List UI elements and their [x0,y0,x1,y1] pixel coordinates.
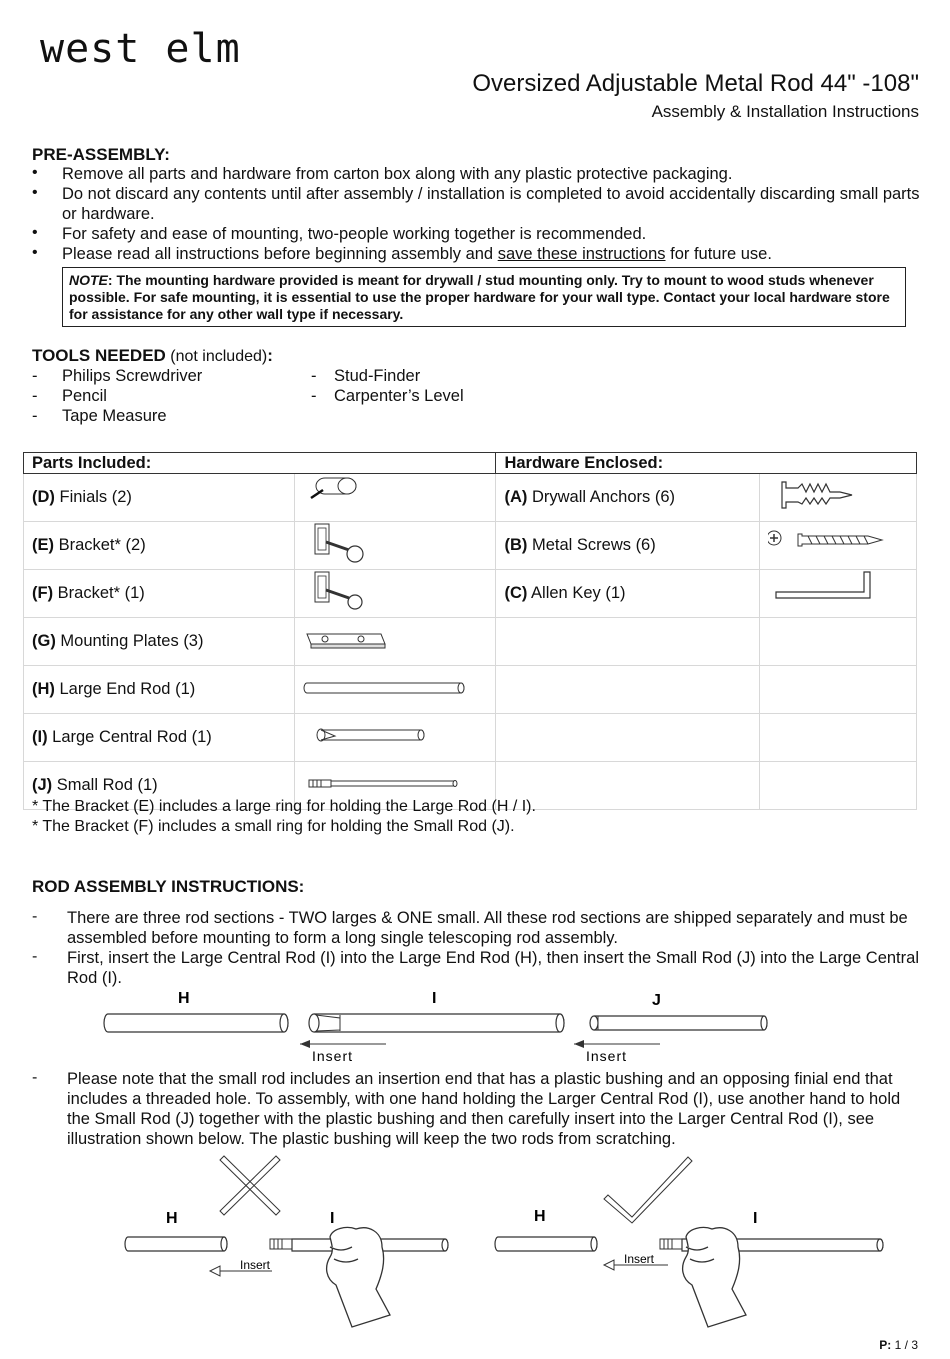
hardware-code: (C) [504,584,528,602]
hardware-cell [496,474,760,522]
tools-heading-note: (not included) [165,348,268,365]
part-name: Bracket* (1) [53,584,145,602]
note-text [69,272,899,323]
parts-header: Parts Included: [24,453,496,474]
rod-j [594,1016,767,1030]
part-cell [24,618,295,666]
part-name: Large Central Rod (1) [47,728,212,746]
hardware-image-cell [760,522,917,570]
empty-cell [760,666,917,714]
bullet-marker: • [32,184,38,201]
save-instructions-emphasis: save these instructions [497,245,666,263]
table-row [24,474,917,522]
bushing-insertion-diagram [120,1155,910,1330]
page-number [879,1338,918,1352]
rod-i [314,1014,564,1032]
tool-item: Carpenter’s Level [334,387,464,405]
table-row [24,522,917,570]
insert-label: Insert [586,1048,628,1064]
dash-marker: - [32,948,38,965]
part-cell [24,666,295,714]
insert-label: Insert [240,1258,271,1272]
incorrect-x-icon [220,1156,280,1215]
label-h: H [178,990,190,1007]
part-name: Finials (2) [54,488,132,506]
page-value: 1 / 3 [894,1338,918,1352]
pre-assembly-item: Do not discard any contents until after assembly / installation is completed to avoid accidentally discarding small parts or hardware. [62,185,920,223]
hardware-name: Metal Screws (6) [527,536,656,554]
part-name: Mounting Plates (3) [55,632,204,650]
empty-cell [496,666,760,714]
table-row [24,714,917,762]
dash-marker: - [311,387,317,405]
part-cell [24,474,295,522]
hardware-header: Hardware Enclosed: [496,453,917,474]
hand-icon [327,1227,390,1327]
tools-heading [32,346,273,366]
hardware-image-cell [760,570,917,618]
empty-cell [760,762,917,810]
part-code: (F) [32,584,54,602]
bracket-small-icon [303,570,373,612]
document-title: Oversized Adjustable Metal Rod 44" -108" [472,70,919,97]
brand-logo: west elm [40,26,241,72]
assembly-step: There are three rod sections - TWO larges & ONE small. All these rod sections are shipped separately and must be assembled before mounting to form a long single telescoping rod assembly. [67,909,908,947]
allen-key-icon [768,570,878,612]
metal-screw-icon [768,522,898,564]
drywall-anchor-icon [768,474,868,516]
hardware-cell [496,522,760,570]
bullet-marker: • [32,224,38,241]
rod-h [104,1014,288,1032]
footnote: * The Bracket (F) includes a small ring for holding the Small Rod (J). [32,818,515,835]
label-h: H [534,1208,546,1225]
part-name: Large End Rod (1) [54,680,196,698]
part-cell [24,522,295,570]
hardware-code: (A) [504,488,528,506]
part-name: Small Rod (1) [52,776,158,794]
dash-marker: - [32,908,38,925]
note-body: : The mounting hardware provided is meant for drywall / stud mounting only. Try to mount to wood studs whenever possible. For safe mounting, it is essential to use the proper hardware for your wall type. Contact your local hardware store for assistance for any other wall type if necessary. [69,272,890,322]
pre-assembly-heading: PRE-ASSEMBLY: [32,145,170,164]
part-cell [24,570,295,618]
part-name: Bracket* (2) [54,536,146,554]
tools-heading-label: TOOLS NEEDED [32,346,166,365]
item-text: for future use. [665,245,772,263]
tool-item: Pencil [62,387,107,405]
part-code: (H) [32,680,55,698]
part-image-cell [294,570,496,618]
part-image-cell [294,666,496,714]
label-i: I [432,990,437,1007]
label-i: I [753,1210,758,1227]
bullet-marker: • [32,244,38,261]
document-subtitle: Assembly & Installation Instructions [651,102,919,121]
table-row [24,666,917,714]
note-label: NOTE [69,272,108,288]
finial-icon [303,474,373,516]
tool-item: Tape Measure [62,407,167,425]
large-central-rod-icon [303,714,433,756]
tools-heading-colon: : [267,346,273,365]
tool-item: Stud-Finder [334,367,421,385]
hardware-name: Drywall Anchors (6) [527,488,675,506]
part-code: (G) [32,632,56,650]
part-code: (D) [32,488,55,506]
part-code: (J) [32,776,53,794]
hardware-image-cell [760,474,917,522]
part-cell [24,714,295,762]
mounting-plate-icon [303,618,393,660]
rod-assembly-heading: ROD ASSEMBLY INSTRUCTIONS: [32,877,305,896]
empty-cell [760,618,917,666]
part-code: (E) [32,536,54,554]
part-image-cell [294,474,496,522]
tool-item: Philips Screwdriver [62,367,203,385]
pre-assembly-item: For safety and ease of mounting, two-people working together is recommended. [62,225,647,243]
empty-cell [496,618,760,666]
hardware-cell [496,570,760,618]
pre-assembly-item: Remove all parts and hardware from carton box along with any plastic protective packaging. [62,165,733,183]
correct-check-icon [604,1157,692,1223]
dash-marker: - [32,1069,38,1086]
hardware-code: (B) [504,536,528,554]
part-image-cell [294,522,496,570]
insert-label: Insert [312,1048,354,1064]
table-row [24,618,917,666]
dash-marker: - [32,387,38,405]
insert-label: Insert [624,1252,655,1266]
dash-marker: - [311,367,317,385]
label-h: H [166,1210,178,1227]
large-end-rod-icon [303,666,473,708]
part-image-cell [294,714,496,762]
parts-table [23,452,917,810]
page-label: P: [879,1338,892,1352]
empty-cell [760,714,917,762]
hardware-name: Allen Key (1) [527,584,626,602]
bracket-large-icon [303,522,373,564]
part-code: (I) [32,728,48,746]
footnote: * The Bracket (E) includes a large ring for holding the Large Rod (H / I). [32,798,536,815]
assembly-step: First, insert the Large Central Rod (I) into the Large End Rod (H), then insert the Small Rod (J) into the Large Central Rod (I). [67,949,919,987]
dash-marker: - [32,367,38,385]
note-box [62,267,906,327]
assembly-step: Please note that the small rod includes an insertion end that has a plastic bushing and an opposing finial end that includes a threaded hole. To assembly, with one hand holding the Larger Central Rod (I), use another hand to hold the Small Rod (J) together with the plastic bushing and then carefully insert into the Larger Central Rod (I), see illustration shown below. The plastic bushing will keep the two rods from scratching. [67,1070,901,1148]
bullet-marker: • [32,164,38,181]
rod-insertion-diagram [100,988,780,1068]
pre-assembly-item [62,244,922,264]
table-header-row [24,453,917,474]
part-image-cell [294,618,496,666]
empty-cell [496,714,760,762]
table-row [24,570,917,618]
item-text: Please read all instructions before beginning assembly and [62,245,498,263]
hand-icon [683,1227,746,1327]
dash-marker: - [32,407,38,425]
label-j: J [652,992,661,1009]
label-i: I [330,1210,335,1227]
